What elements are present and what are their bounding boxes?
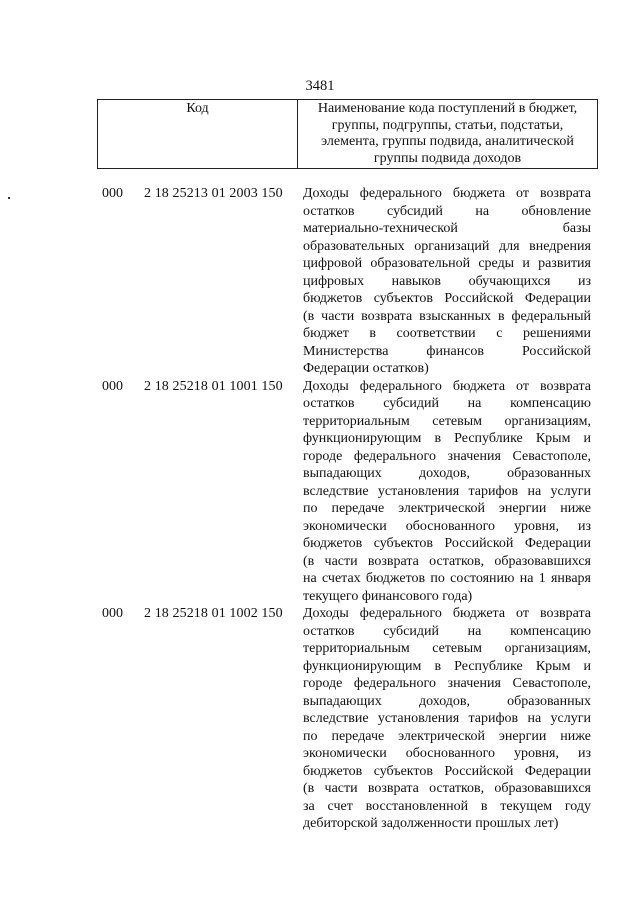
header-code-cell: Код <box>98 100 298 168</box>
header-name-line: группы подвида доходов <box>373 150 522 166</box>
description-line: на счетах бюджетов по состоянию на 1 января <box>303 571 591 586</box>
row-income-code: 2 18 25218 01 1002 150 <box>144 606 283 621</box>
description-line: (в части возврата остатков, образовавшихся <box>303 781 591 796</box>
description-line: за счет восстановленной в текущем году <box>303 798 591 814</box>
description-line: Доходы федерального бюджета от возврата <box>303 606 591 621</box>
description-line: территориальным сетевым организациям, <box>303 641 591 656</box>
header-name-line: элемента, группы подвида, аналитической <box>321 134 574 149</box>
row-group-code: 000 <box>102 378 123 394</box>
description-line: по передаче электрической энергии ниже <box>303 501 591 516</box>
row-group-code: 000 <box>102 606 123 621</box>
description-line: бюджет в соответствии с решениями <box>303 326 591 341</box>
description-line: (в части возврата остатков, образовавшихся <box>303 553 591 569</box>
description-line: (в части возврата взысканных в федеральный <box>303 308 591 324</box>
description-line: остатков субсидий на компенсацию <box>303 623 591 639</box>
row-description <box>303 185 591 378</box>
row-description <box>303 378 591 606</box>
description-line: Федерации остатков) <box>303 361 429 376</box>
description-line: бюджетов субъектов Российской Федерации <box>303 291 591 306</box>
row-description <box>303 605 591 833</box>
row-income-code: 2 18 25218 01 1001 150 <box>144 378 283 394</box>
description-line: функционирующим в Республике Крым и <box>303 658 591 674</box>
description-line: цифровых навыков обучающихся из <box>303 273 591 289</box>
header-name-line: Наименование кода поступлений в бюджет, <box>317 101 578 116</box>
description-line: образовательных организаций для внедрения <box>303 238 591 254</box>
table-header <box>97 99 598 169</box>
description-line: вследствие установления тарифов на услуги <box>303 483 591 499</box>
page-number: 3481 <box>305 78 335 94</box>
description-line: Министерства финансов Российской <box>303 343 591 359</box>
description-line: по передаче электрической энергии ниже <box>303 728 591 744</box>
description-line: бюджетов субъектов Российской Федерации <box>303 763 591 779</box>
description-line: бюджетов субъектов Российской Федерации <box>303 536 591 551</box>
description-line: вследствие установления тарифов на услуги <box>303 711 591 726</box>
description-line: цифровой образовательной среды и развития <box>303 256 591 271</box>
header-name-line: группы, подгруппы, статьи, подстатьи, <box>331 117 564 133</box>
description-line: дебиторской задолженности прошлых лет) <box>303 816 559 831</box>
header-name-cell <box>298 100 597 168</box>
table-row <box>0 605 640 833</box>
income-code-list <box>0 185 640 833</box>
description-line: остатков субсидий на обновление <box>303 203 591 219</box>
description-line: Доходы федерального бюджета от возврата <box>303 186 591 201</box>
description-line: экономически обоснованного уровня, из <box>303 518 591 534</box>
description-line: выпадающих доходов, образованных <box>303 466 591 481</box>
description-line: территориальным сетевым организациям, <box>303 413 591 429</box>
table-row <box>0 185 640 378</box>
row-group-code: 000 <box>102 186 123 201</box>
description-line: городе федерального значения Севастополе, <box>303 676 591 691</box>
description-line: городе федерального значения Севастополе, <box>303 448 591 464</box>
table-row <box>0 378 640 606</box>
description-line: остатков субсидий на компенсацию <box>303 396 591 411</box>
description-line: экономически обоснованного уровня, из <box>303 746 591 761</box>
row-income-code: 2 18 25213 01 2003 150 <box>144 186 283 201</box>
description-line: материально-технической базы <box>303 221 591 236</box>
description-line: текущего финансового года) <box>303 588 473 604</box>
description-line: Доходы федерального бюджета от возврата <box>303 378 591 394</box>
description-line: функционирующим в Республике Крым и <box>303 431 591 446</box>
description-line: выпадающих доходов, образованных <box>303 693 591 709</box>
